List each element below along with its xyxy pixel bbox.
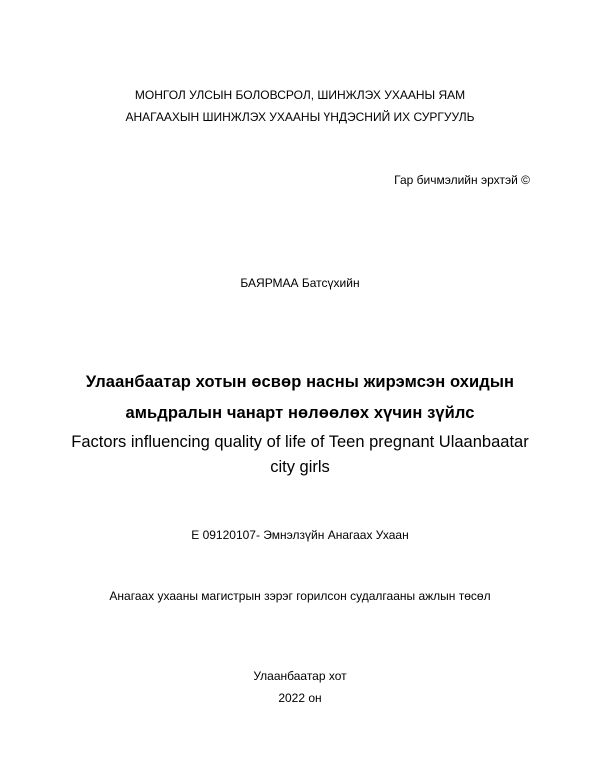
- specialty-code: Е 09120107- Эмнэлзүйн Анагаах Ухаан: [191, 528, 409, 542]
- ministry-heading: МОНГОЛ УЛСЫН БОЛОВСРОЛ, ШИНЖЛЭХ УХААНЫ ЯАМ: [134, 88, 466, 102]
- thesis-title-mn-line2: амьдралын чанарт нөлөөлөх хүчин зүйлс: [125, 404, 475, 422]
- university-heading: АНАГААХЫН ШИНЖЛЭХ УХААНЫ ҮНДЭСНИЙ ИХ СУРГУУЛЬ: [125, 110, 475, 124]
- thesis-title-mn-line1: Улаанбаатар хотын өсвөр насны жирэмсэн охидын: [85, 373, 515, 391]
- thesis-title-en-line1: Factors influencing quality of life of Teen pregnant Ulaanbaatar: [71, 433, 529, 451]
- city-label: Улаанбаатар хот: [253, 669, 347, 683]
- author-name: БАЯРМАА Батсүхийн: [240, 276, 360, 290]
- copyright-note: Гар бичмэлийн эрхтэй ©: [394, 173, 530, 187]
- degree-note: Анагаах ухааны магистрын зэрэг горилсон судалгааны ажлын төсөл: [109, 589, 491, 603]
- thesis-title-en-line2: city girls: [270, 458, 330, 476]
- year-label: 2022 он: [278, 691, 322, 705]
